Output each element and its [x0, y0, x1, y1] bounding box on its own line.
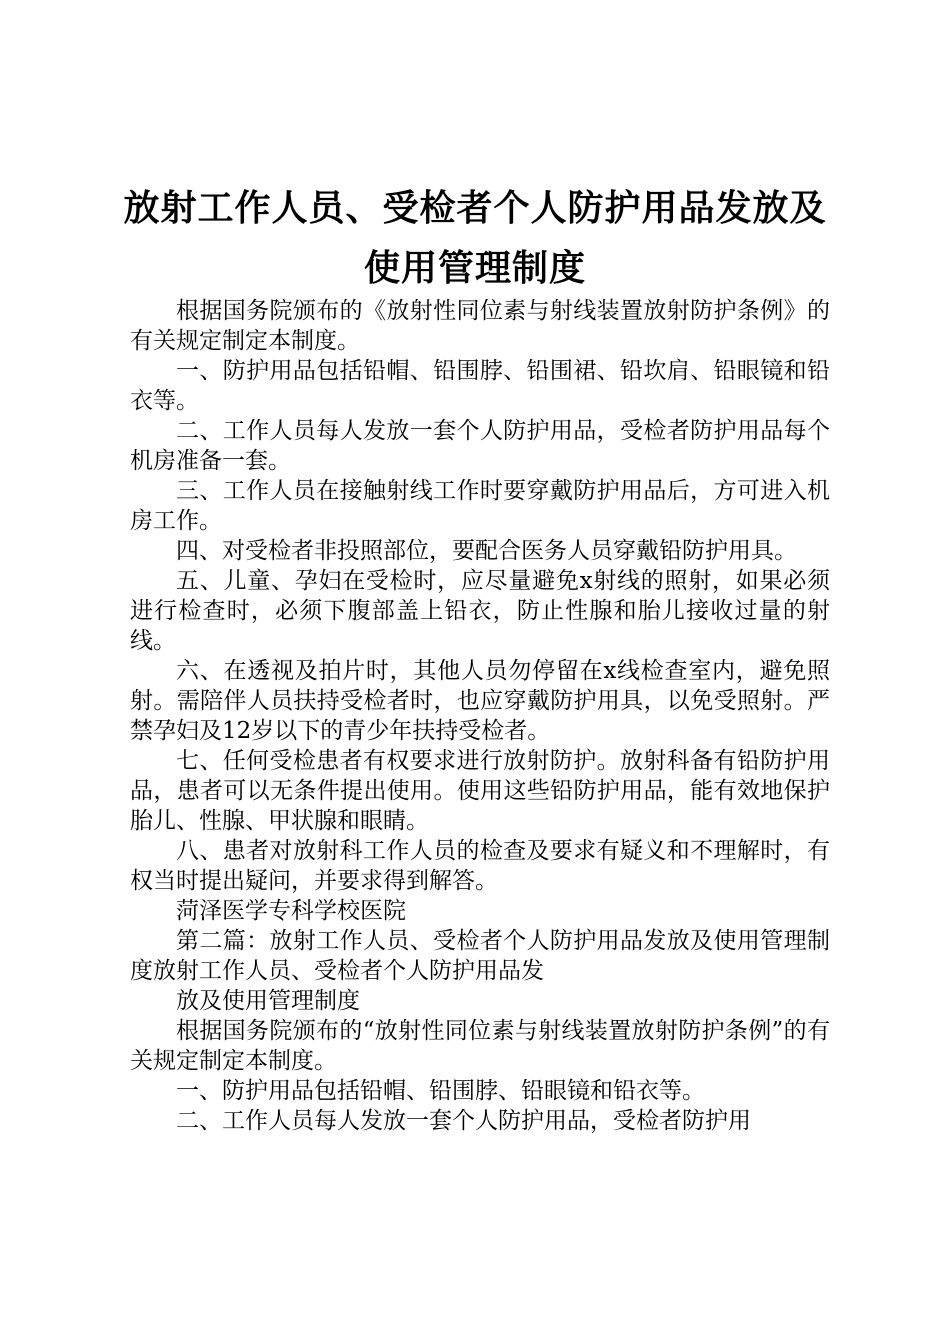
paragraph-second-intro: 根据国务院颁布的“放射性同位素与射线装置放射防护条例”的有关规定制定本制度。	[130, 1018, 830, 1074]
document-body	[130, 296, 830, 1136]
paragraph-item-4: 四、对受检者非投照部位，要配合医务人员穿戴铅防护用具。	[176, 538, 797, 564]
paragraph-item-2: 二、工作人员每人发放一套个人防护用品，受检者防护用品每个机房准备一套。	[130, 418, 830, 474]
paragraph-signature: 菏泽医学专科学校医院	[176, 898, 406, 924]
paragraph-item-1: 一、防护用品包括铅帽、铅围脖、铅围裙、铅坎肩、铅眼镜和铅衣等。	[130, 358, 830, 414]
paragraph-second-article-heading-cont: 放及使用管理制度	[176, 988, 360, 1014]
paragraph-second-article-heading: 第二篇：放射工作人员、受检者个人防护用品发放及使用管理制度放射工作人员、受检者个人防护用品发	[130, 928, 830, 984]
paragraph-second-item-2: 二、工作人员每人发放一套个人防护用品，受检者防护用	[176, 1108, 751, 1134]
paragraph-second-item-1: 一、防护用品包括铅帽、铅围脖、铅眼镜和铅衣等。	[176, 1078, 705, 1104]
paragraph-item-3: 三、工作人员在接触射线工作时要穿戴防护用品后，方可进入机房工作。	[130, 478, 830, 534]
paragraph-item-5: 五、儿童、孕妇在受检时，应尽量避免x射线的照射，如果必须进行检查时，必须下腹部盖上铅衣，防止性腺和胎儿接收过量的射线。	[130, 568, 830, 654]
paragraph-item-8: 八、患者对放射科工作人员的检查及要求有疑义和不理解时，有权当时提出疑问，并要求得到解答。	[130, 838, 830, 894]
paragraph-intro: 根据国务院颁布的《放射性同位素与射线装置放射防护条例》的有关规定制定本制度。	[130, 298, 830, 354]
paragraph-item-7: 七、任何受检患者有权要求进行放射防护。放射科备有铅防护用品，患者可以无条件提出使用。使用这些铅防护用品，能有效地保护胎儿、性腺、甲状腺和眼睛。	[130, 748, 830, 834]
document-title: 放射工作人员、受检者个人防护用品发放及使用管理制度	[123, 187, 827, 289]
paragraph-item-6: 六、在透视及拍片时，其他人员勿停留在x线检查室内，避免照射。需陪伴人员扶持受检者时，也应穿戴防护用具，以免受照射。严禁孕妇及12岁以下的青少年扶持受检者。	[130, 658, 830, 744]
